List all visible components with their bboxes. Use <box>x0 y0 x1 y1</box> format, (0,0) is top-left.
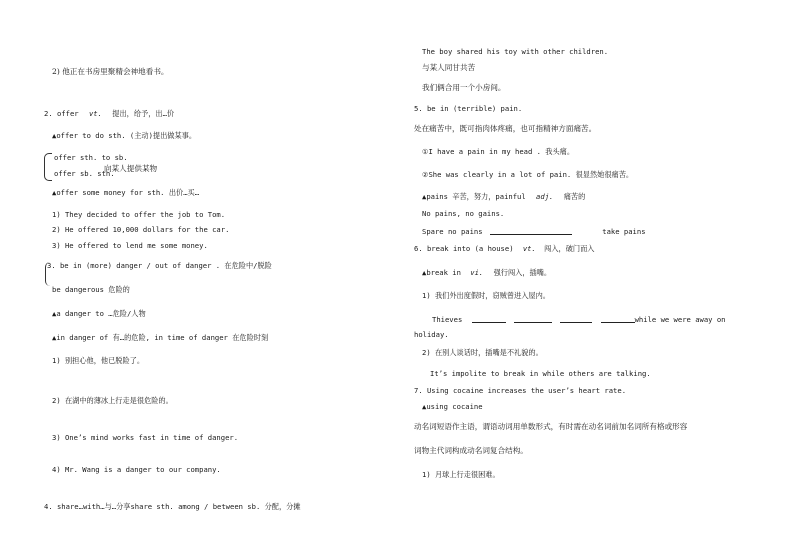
thieves-word: Thieves <box>432 315 463 324</box>
pains-def-pre: ▲pains 辛苦，努力，painful <box>422 192 526 201</box>
thieves-line <box>432 314 725 323</box>
offer-sb-sth: offer sb. sth. <box>54 169 115 178</box>
danger-example-4: 4) Mr. Wang is a danger to our company. <box>52 465 221 474</box>
pains-adj: adj. <box>536 192 554 201</box>
break-pos-vi: vi. <box>470 268 484 277</box>
pain-example-2: ②She was clearly in a lot of pain. 很显然她很痛苦。 <box>422 170 634 179</box>
gerund-description-2: 词物主代词构成动名词复合结构。 <box>414 446 528 455</box>
spare-post: take pains <box>602 227 646 236</box>
share-subtitle: 与某人同甘共苦 <box>422 63 476 72</box>
offer-pos-vt: vt. <box>88 109 102 118</box>
share-room-example: 我们俩合用一个小房间。 <box>422 83 506 92</box>
offer-to-do: ▲offer to do sth. (主动)提出做某事。 <box>52 131 197 140</box>
break-pos-vt: vt. <box>522 244 536 253</box>
thieves-blank-3[interactable] <box>560 314 592 323</box>
offer-example-1: 1) They decided to offer the job to Tom. <box>52 210 226 219</box>
break-in-line <box>422 269 551 276</box>
holiday-word: holiday. <box>414 330 449 339</box>
thieves-blank-4[interactable] <box>601 314 635 323</box>
danger-heading: 3. be in (more) danger / out of danger . 在危险中/脱险 <box>47 261 272 270</box>
offer-brace <box>44 153 52 181</box>
danger-dangerous: be dangerous 危险的 <box>52 285 130 294</box>
break-in-word: ▲break in <box>422 268 461 277</box>
moon-example: 1) 月球上行走很困难。 <box>422 470 500 479</box>
share-example: The boy shared his toy with other children. <box>422 47 609 56</box>
pains-no-gains: No pains, no gains. <box>422 209 505 218</box>
thieves-tail: while we were away on <box>634 315 726 324</box>
danger-a-danger-to: ▲a danger to …危险/人物 <box>52 309 146 318</box>
pains-definition <box>422 193 585 200</box>
break-heading-word: 6. break into (a house) <box>414 244 514 253</box>
break-definition: 闯入，破门而入 <box>544 244 595 253</box>
offer-sth-to-sb: offer sth. to sb. <box>54 153 128 162</box>
thieves-blank-1[interactable] <box>472 314 506 323</box>
break-example-2-english: It’s impolite to break in while others are talking. <box>430 369 651 378</box>
spare-pre: Spare no pains <box>422 227 483 236</box>
offer-heading-word: 2. offer <box>44 109 79 118</box>
danger-example-3: 3) One’s mind works fast in time of danger. <box>52 433 239 442</box>
offer-definition: 提出，给予，出…价 <box>112 109 175 118</box>
note-read-in-study: 2) 他正在书房里聚精会神地看书。 <box>52 67 169 76</box>
danger-in-danger-of: ▲in danger of 有…的危险, in time of danger 在危险时刻 <box>52 333 269 342</box>
pain-description: 处在痛苦中，既可指肉体疼痛，也可指精神方面痛苦。 <box>414 124 597 133</box>
offer-heading <box>44 110 174 117</box>
spare-no-pains <box>422 226 646 235</box>
spare-blank[interactable] <box>490 226 572 235</box>
offer-example-3: 3) He offered to lend me some money. <box>52 241 208 250</box>
offer-money: ▲offer some money for sth. 出价…买… <box>52 188 200 197</box>
break-example-2: 2) 在别人谈话时，插嘴是不礼貌的。 <box>422 348 543 357</box>
pain-heading: 5. be in (terrible) pain. <box>414 104 523 113</box>
offer-brace-meaning: 向某人提供某物 <box>104 164 158 173</box>
danger-example-2: 2) 在湖中的薄冰上行走是很危险的。 <box>52 396 173 405</box>
gerund-description-1: 动名词短语作主语，谓语动词用单数形式，有时需在动名词前加名词所有格或形容 <box>414 422 688 431</box>
pain-example-1: ①I have a pain in my head . 我头痛。 <box>422 147 575 156</box>
share-heading: 4. share…with…与…分享share sth. among / between sb. 分配，分摊 <box>44 502 301 511</box>
cocaine-heading: 7. Using cocaine increases the user’s heart rate. <box>414 386 627 395</box>
offer-example-2: 2) He offered 10,000 dollars for the car. <box>52 225 230 234</box>
break-in-definition: 强行闯入，插嘴。 <box>493 268 552 277</box>
break-heading <box>414 245 595 252</box>
pains-def-post: 痛苦的 <box>563 192 586 201</box>
danger-example-1: 1) 别担心他，他已脱险了。 <box>52 356 145 365</box>
using-cocaine: ▲using cocaine <box>422 402 483 411</box>
break-example-1: 1) 我们外出度假时，窃贼曾进入屋内。 <box>422 291 550 300</box>
thieves-blank-2[interactable] <box>514 314 552 323</box>
